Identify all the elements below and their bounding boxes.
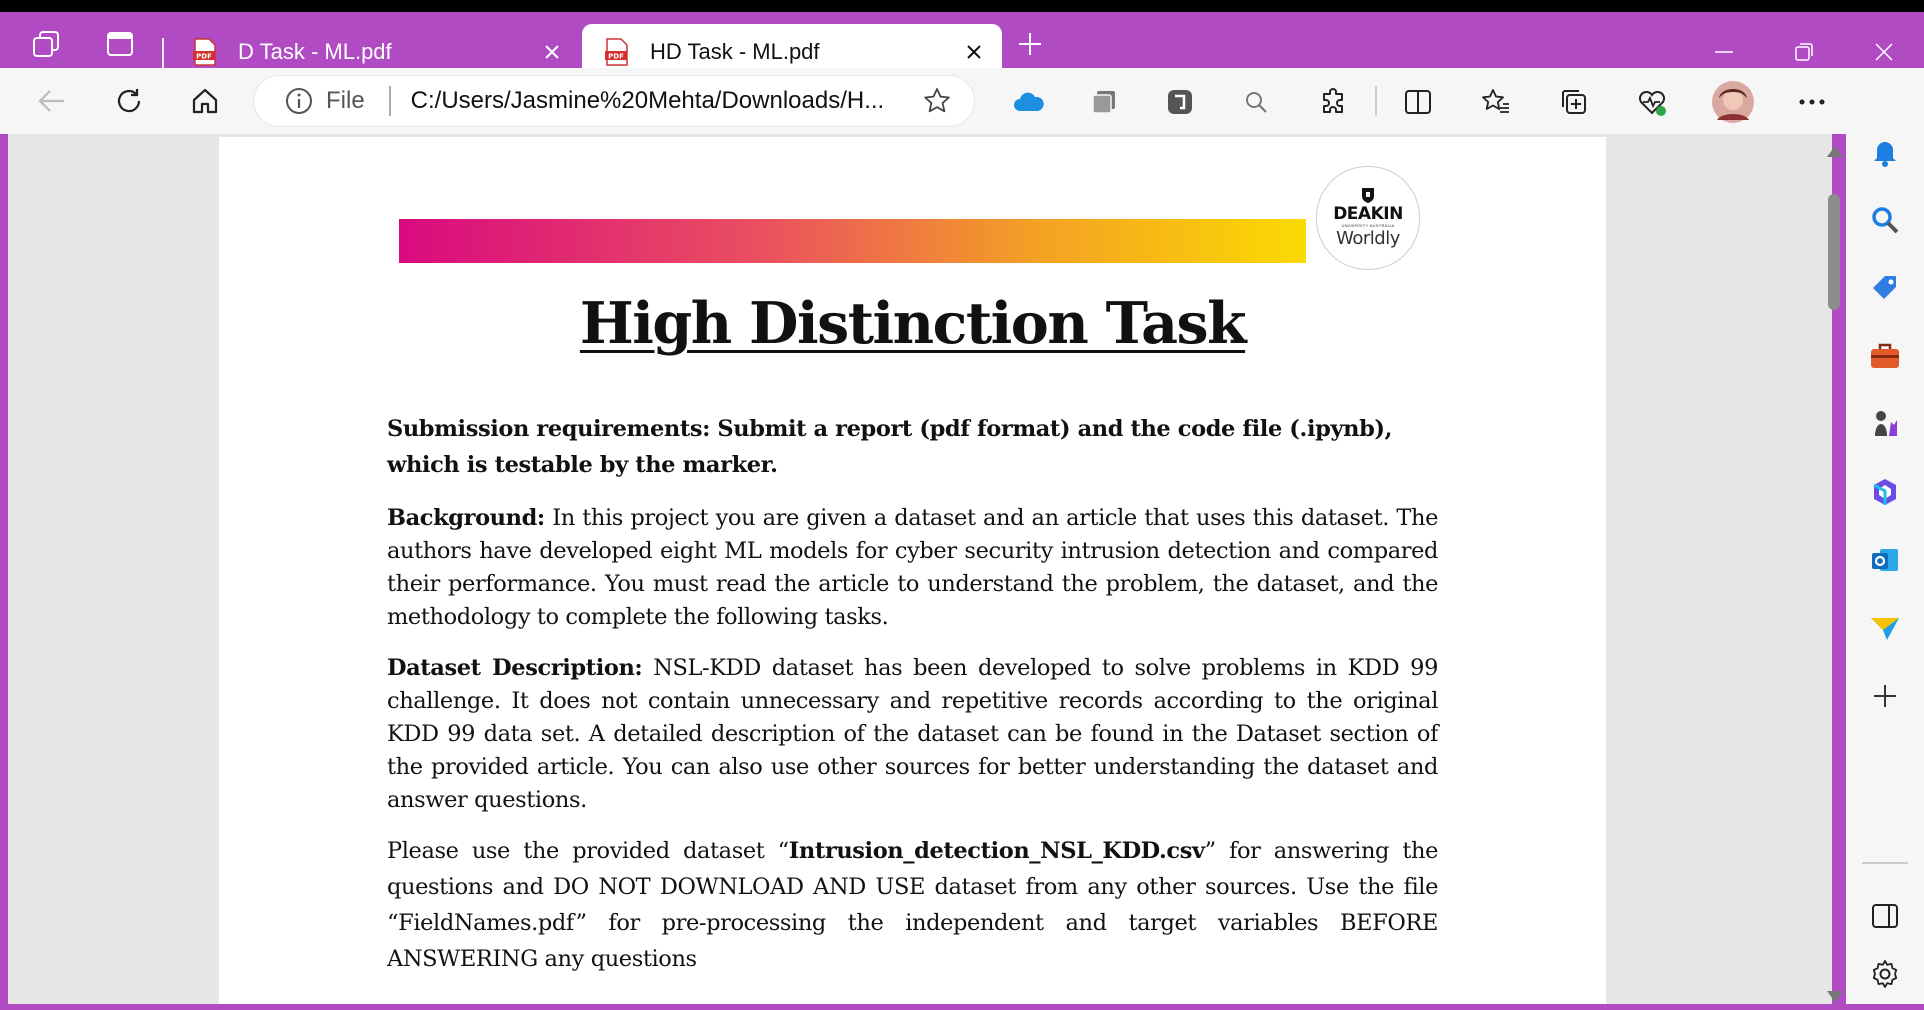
split-screen-icon[interactable] — [1396, 80, 1440, 124]
tools-briefcase-icon[interactable] — [1863, 334, 1907, 378]
window-bottom-edge — [0, 1004, 1924, 1010]
sidebar-divider — [1862, 862, 1908, 864]
window-top-edge — [0, 0, 1924, 12]
address-divider — [389, 86, 391, 116]
extension-gray-icon[interactable] — [1082, 80, 1126, 124]
new-tab-button[interactable] — [1006, 24, 1054, 64]
usage-text-start: Please use the provided dataset “ — [387, 838, 789, 864]
deakin-logo — [1316, 166, 1420, 270]
tab-bar — [0, 12, 1924, 68]
back-button[interactable] — [26, 76, 76, 126]
extensions-puzzle-icon[interactable] — [1312, 80, 1356, 124]
favorites-icon[interactable] — [1474, 80, 1518, 124]
header-gradient-bar — [399, 219, 1306, 263]
home-button[interactable] — [180, 76, 230, 126]
dataset-label: Dataset Description: — [387, 655, 643, 681]
hide-sidebar-icon[interactable] — [1863, 894, 1907, 938]
close-tab-icon[interactable] — [956, 34, 992, 70]
address-bar[interactable] — [254, 76, 974, 126]
crest-icon — [1361, 187, 1375, 203]
read-aloud-extension-icon[interactable] — [1158, 80, 1202, 124]
shopping-tag-icon[interactable] — [1863, 266, 1907, 310]
background-paragraph — [387, 502, 1438, 634]
pdf-file-icon — [192, 38, 218, 66]
close-tab-icon[interactable] — [534, 34, 570, 70]
search-icon[interactable] — [1863, 198, 1907, 242]
navigation-toolbar — [0, 68, 1924, 134]
add-sidebar-app-icon[interactable] — [1863, 674, 1907, 718]
info-icon[interactable] — [284, 86, 314, 116]
settings-gear-icon[interactable] — [1863, 952, 1907, 996]
edge-sidebar — [1846, 68, 1924, 1008]
refresh-button[interactable] — [104, 76, 154, 126]
onedrive-cloud-icon[interactable] — [1006, 80, 1050, 124]
favorite-star-icon[interactable] — [919, 83, 955, 119]
scroll-thumb[interactable] — [1828, 194, 1840, 310]
scroll-down-arrow-icon[interactable] — [1827, 991, 1843, 1002]
more-options-icon[interactable] — [1790, 80, 1834, 124]
logo-tagline: Worldly — [1336, 227, 1400, 249]
background-label: Background: — [387, 505, 545, 531]
dataset-filename: Intrusion_detection_NSL_KDD.csv — [788, 838, 1205, 864]
background-text: In this project you are given a dataset and an article that uses this dataset. The authors have developed eight ML models for cyber security intrusion detection and compared their performance. You must read the article to understand the problem, the dataset, and the methodology to complete the following tasks. — [387, 505, 1438, 630]
url-text[interactable]: C:/Users/Jasmine%20Mehta/Downloads/H... — [410, 87, 885, 114]
tab-actions-icon[interactable] — [96, 24, 144, 64]
microsoft-365-icon[interactable] — [1863, 470, 1907, 514]
tab-label: HD Task - ML.pdf — [650, 39, 820, 64]
logo-subtitle: UNIVERSITY AUSTRALIA — [1341, 222, 1395, 228]
scheme-label: File — [326, 87, 365, 114]
scroll-up-arrow-icon[interactable] — [1827, 146, 1843, 157]
svg-text:PDF: PDF — [608, 52, 624, 61]
page-title: High Distinction Task — [579, 290, 1246, 357]
browser-essentials-icon[interactable] — [1630, 80, 1674, 124]
pdf-file-icon — [604, 38, 630, 66]
svg-text:PDF: PDF — [196, 52, 212, 61]
collections-icon[interactable] — [1552, 80, 1596, 124]
games-chess-icon[interactable] — [1863, 402, 1907, 446]
workspaces-icon[interactable] — [22, 24, 70, 64]
profile-avatar[interactable] — [1708, 77, 1758, 127]
tab-separator — [162, 38, 164, 70]
notifications-bell-icon[interactable] — [1863, 130, 1907, 174]
zoom-search-icon[interactable] — [1234, 80, 1278, 124]
usage-text-end: ” for answering the questions and DO NOT DOWNLOAD AND USE dataset from any other sources. Use the file “FieldNames.pdf” for pre-processing the independent and target variables BEFORE ANSWERING any questions — [387, 838, 1438, 972]
send-plane-icon[interactable] — [1863, 606, 1907, 650]
logo-brand: DEAKIN — [1333, 203, 1403, 224]
dataset-description-paragraph — [387, 652, 1438, 817]
outlook-icon[interactable] — [1863, 538, 1907, 582]
toolbar-divider — [1374, 84, 1378, 118]
tab-label: D Task - ML.pdf — [238, 39, 392, 64]
vertical-scrollbar[interactable] — [1825, 134, 1845, 1004]
submission-requirements: Submission requirements: Submit a report (pdf format) and the code file (.ipynb), which is testable by the marker. — [387, 416, 1393, 478]
dataset-text: NSL-KDD dataset has been developed to solve problems in KDD 99 challenge. It does not contain unnecessary and repetitive records according to the original KDD 99 data set. A detailed description of the dataset can be found in the Dataset section of the provided article. You can also use other sources for better understanding the dataset and answer questions. — [387, 655, 1438, 813]
dataset-usage-paragraph — [387, 833, 1438, 977]
